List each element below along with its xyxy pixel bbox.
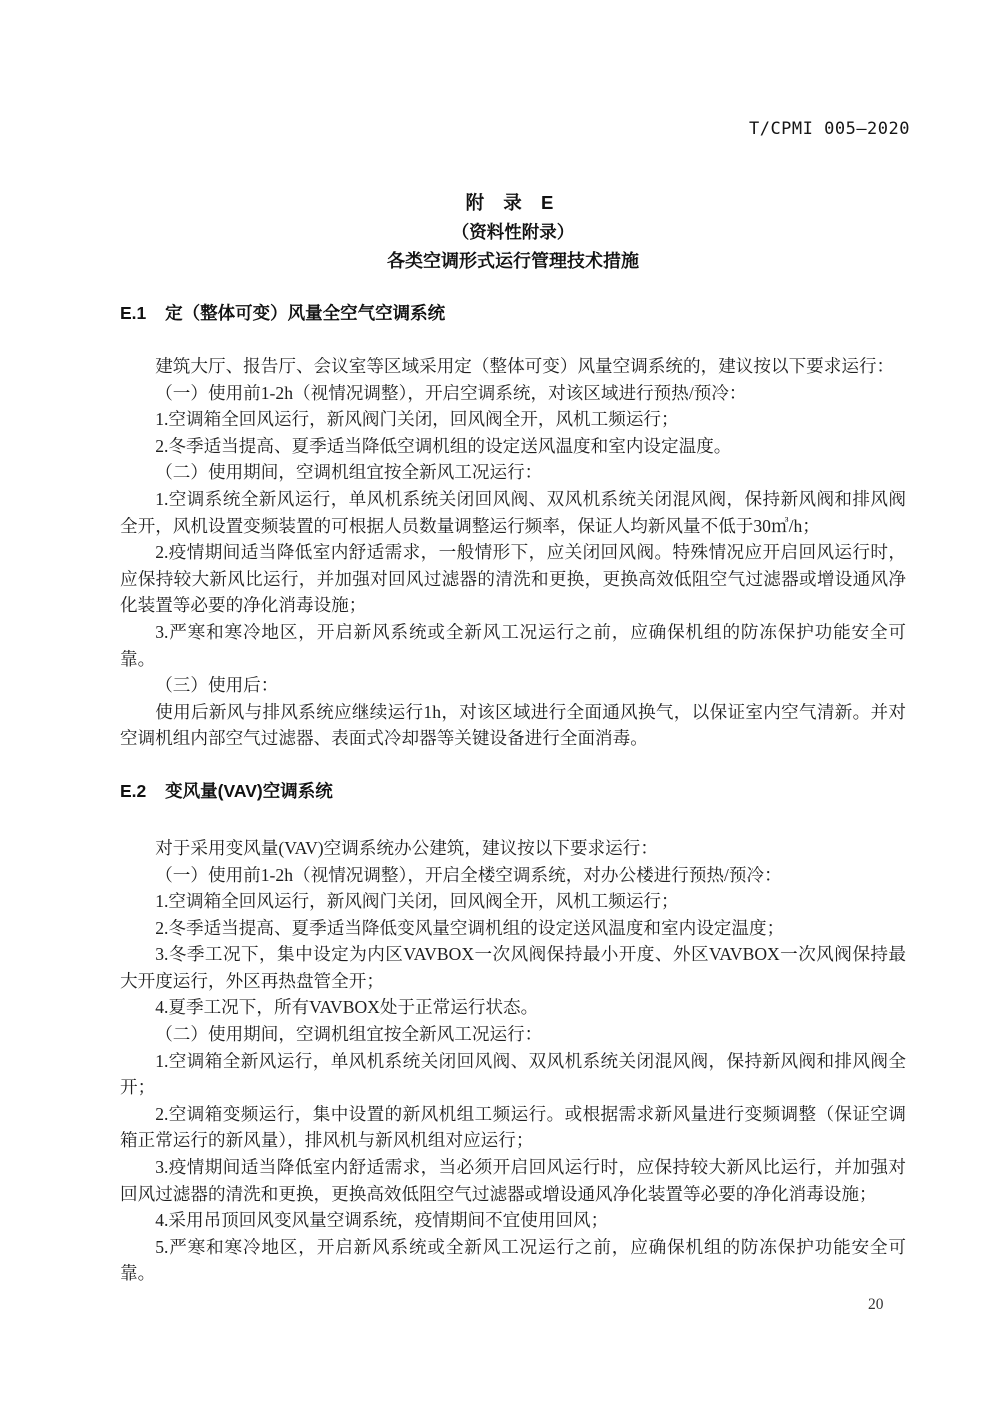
paragraph: 2.冬季适当提高、夏季适当降低空调机组的设定送风温度和室内设定温度。 [155, 435, 732, 456]
paragraph: （一）使用前1-2h（视情况调整），开启空调系统，对该区域进行预热/预冷： [155, 382, 747, 403]
section-e2-title: 变风量(VAV)空调系统 [165, 780, 333, 801]
paragraph: （一）使用前1-2h（视情况调整），开启全楼空调系统，对办公楼进行预热/预冷： [155, 864, 782, 885]
paragraph: 2.疫情期间适当降低室内舒适需求，一般情形下，应关闭回风阀。特殊情况应开启回风运行时，应保持较大新风比运行，并加强对回风过滤器的清洗和更换，更换高效低阻空气过滤器或增设通风净化装置等必要的净化消毒设施； [120, 542, 906, 616]
paragraph: 1.空调箱全新风运行，单风机系统关闭回风阀、双风机系统关闭混风阀，保持新风阀和排风阀全开； [120, 1050, 906, 1098]
paragraph: 3.严寒和寒冷地区，开启新风系统或全新风工况运行之前，应确保机组的防冻保护功能安全可靠。 [120, 621, 906, 669]
section-e2-heading [120, 779, 906, 803]
paragraph: 建筑大厅、报告厅、会议室等区域采用定（整体可变）风量空调系统的，建议按以下要求运行： [155, 356, 895, 376]
paragraph: 3.冬季工况下，集中设定为内区VAVBOX一次风阀保持最小开度、外区VAVBOX一次风阀保持最大开度运行，外区再热盘管全开； [120, 944, 906, 991]
paragraph: 1.空调箱全回风运行，新风阀门关闭，回风阀全开，风机工频运行； [155, 409, 679, 430]
paragraph: （二）使用期间，空调机组宜按全新风工况运行： [155, 462, 543, 483]
paragraph: （三）使用后： [155, 675, 279, 696]
section-e1 [120, 301, 906, 752]
paragraph: （二）使用期间，空调机组宜按全新风工况运行： [155, 1024, 543, 1045]
page-number: 20 [868, 1296, 884, 1313]
appendix-subject: 各类空调形式运行管理技术措施 [387, 251, 639, 271]
page-content [120, 0, 906, 1287]
section-e2-body [120, 835, 906, 1287]
section-e1-body [120, 353, 906, 752]
paragraph: 1.空调系统全新风运行，单风机系统关闭回风阀、双风机系统关闭混风阀，保持新风阀和排风阀全开，风机设置变频装置的可根据人员数量调整运行频率，保证人均新风量不低于30㎥/h； [120, 488, 906, 536]
appendix-title: 附 录 E [465, 192, 561, 213]
paragraph: 2.空调箱变频运行，集中设置的新风机组工频运行。或根据需求新风量进行变频调整（保证空调箱正常运行的新风量），排风机与新风机组对应运行； [120, 1103, 906, 1151]
section-e1-title: 定（整体可变）风量全空气空调系统 [165, 303, 446, 323]
section-e2-number: E.2 [120, 780, 147, 801]
section-e1-heading [120, 301, 906, 325]
section-e2 [120, 779, 906, 1287]
appendix-title-block [120, 188, 906, 276]
paragraph: 4.采用吊顶回风变风量空调系统，疫情期间不宜使用回风； [155, 1210, 609, 1231]
doc-number: T/CPMI 005—2020 [748, 119, 910, 139]
paragraph: 使用后新风与排风系统应继续运行1h，对该区域进行全面通风换气，以保证室内空气清新。并对空调机组内部空气过滤器、表面式冷却器等关键设备进行全面消毒。 [120, 701, 906, 749]
paragraph: 2.冬季适当提高、夏季适当降低变风量空调机组的设定送风温度和室内设定温度； [155, 917, 785, 938]
section-e1-number: E.1 [120, 303, 147, 323]
paragraph: 5.严寒和寒冷地区，开启新风系统或全新风工况运行之前，应确保机组的防冻保护功能安全可靠。 [120, 1236, 906, 1284]
appendix-type: （资料性附录） [451, 222, 575, 242]
paragraph: 4.夏季工况下，所有VAVBOX处于正常运行状态。 [155, 997, 539, 1018]
paragraph: 对于采用变风量(VAV)空调系统办公建筑，建议按以下要求运行： [155, 837, 658, 858]
paragraph: 3.疫情期间适当降低室内舒适需求，当必须开启回风运行时，应保持较大新风比运行，并加强对回风过滤器的清洗和更换，更换高效低阻空气过滤器或增设通风净化装置等必要的净化消毒设施； [120, 1157, 906, 1204]
paragraph: 1.空调箱全回风运行，新风阀门关闭，回风阀全开，风机工频运行； [155, 891, 679, 912]
